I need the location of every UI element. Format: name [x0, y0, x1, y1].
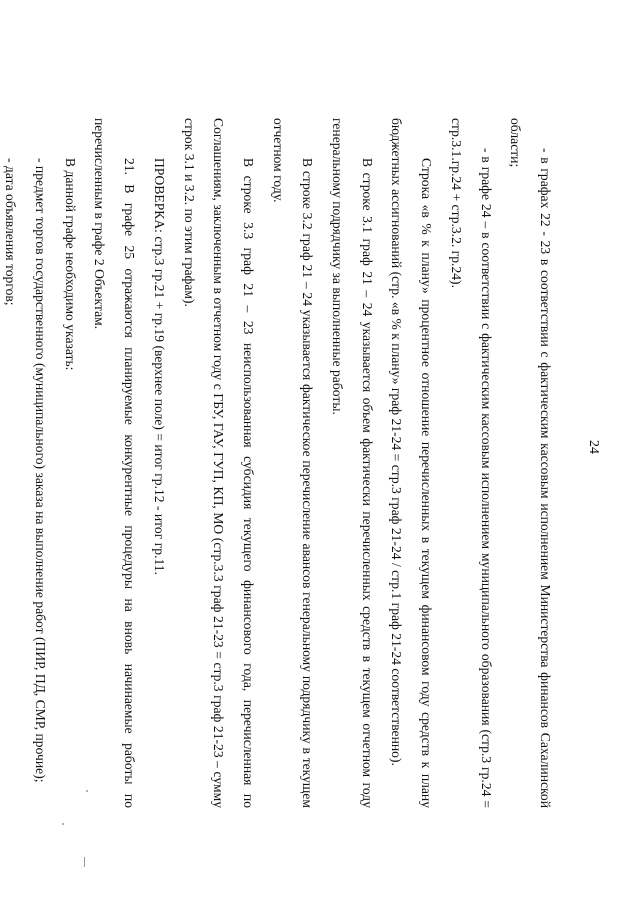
paragraph-row-3-1: В строке 3.1 граф 21 – 24 указывается объем фактически перечисленных средств в текущем отчетном году генеральному подрядчику за выполненные работы.	[330, 118, 375, 808]
document-body	[0, 118, 560, 808]
paragraph-row-3-2: В строке 3.2 граф 21 – 24 указывается фактическое перечисление авансов генеральному подрядчику в текущем отчетном году.	[270, 118, 316, 808]
list-item-subject: - предмет торгов государственного (муниципального) заказа на выполнение работ (ПИР, ПД, СМР, прочие);	[33, 158, 49, 783]
paragraph-specify: В данной графе необходимо указать:	[62, 158, 78, 371]
list-item-date: - дата объявления торгов;	[3, 158, 19, 306]
paragraph-item-21: 21. В графе 25 отражаются планируемые конкурентные процедуры на вновь начинаемые работы по перечисленным в графе 2 Объектам.	[92, 118, 138, 808]
scan-speck	[86, 790, 88, 792]
scan-speck	[84, 857, 85, 867]
page-number: 24	[586, 440, 601, 454]
paragraph-row-3-3: В строке 3.3 граф 21 – 23 неиспользованная субсидия текущего финансового года, перечисленная по Соглашениям, заключенным в отчетном году с ГБУ, ГАУ, ГУП, КП, МО (стр.3.3 граф 21-23 = стр.3 граф 21-23 – сумму строк 3.1 и 3.2. по этим графам).	[181, 118, 256, 808]
paragraph-check: ПРОВЕРКА: стр.3 гр.21 + гр.19 (верхнее поле) = итог гр.12 - итог гр.11.	[151, 158, 167, 575]
paragraph-graphs-22-23: - в графах 22 - 23 в соответствии с фактическим кассовым исполнением Министерства финансов Сахалинской области;	[508, 118, 553, 808]
scan-speck	[62, 823, 64, 825]
paragraph-percent-plan: Строка «в % к плану» процентное отношение перечисленных в текущем финансовом году средств к плану бюджетных ассигнований (стр. «в % к плану» граф 21-24 = стр.3 граф 21-24 / стр.1 граф 21-24 соответственно).	[389, 118, 435, 808]
paragraph-graph-24: - в графе 24 – в соответствии с фактическим кассовым исполнением муниципального образования (стр.3 гр.24 = стр.3.1.гр.24 + стр.3.2. гр.24).	[448, 118, 494, 808]
